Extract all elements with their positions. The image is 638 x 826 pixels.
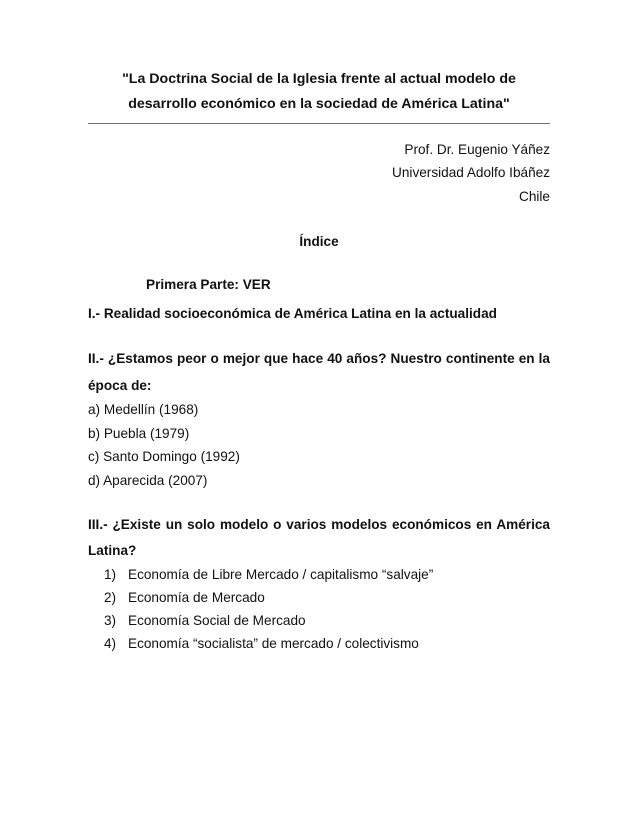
section-3-item-number: 3) (104, 613, 117, 628)
section-2-item: d) Aparecida (2007) (88, 473, 208, 488)
section-2-item: a) Medellín (1968) (88, 402, 199, 417)
section-2-heading-line-1: II.- ¿Estamos peor o mejor que hace 40 años? Nuestro continente en la (88, 351, 550, 366)
section-3-item (104, 588, 265, 608)
title-divider (88, 123, 550, 124)
document-title-line-1: "La Doctrina Social de la Iglesia frente al actual modelo de (122, 71, 516, 87)
section-3-item-text: Economía de Libre Mercado / capitalismo “salvaje” (128, 567, 434, 582)
author-institution: Universidad Adolfo Ibáñez (392, 165, 550, 180)
section-3-item-text: Economía “socialista” de mercado / colectivismo (128, 636, 419, 651)
section-3-item (104, 611, 306, 631)
index-heading: Índice (299, 234, 339, 249)
section-3-item-text: Economía de Mercado (128, 590, 265, 605)
section-2-item: c) Santo Domingo (1992) (88, 449, 240, 464)
section-3-item-number: 1) (104, 567, 117, 582)
document-title-line-2: desarrollo económico en la sociedad de América Latina" (128, 96, 510, 112)
part-heading: Primera Parte: VER (146, 277, 271, 292)
section-3-heading-line-2: Latina? (88, 543, 137, 558)
section-2-item: b) Puebla (1979) (88, 426, 190, 441)
section-3-item (104, 634, 419, 654)
section-3-item (104, 565, 433, 585)
section-1-heading: I.- Realidad socioeconómica de América Latina en la actualidad (88, 306, 497, 321)
author-name: Prof. Dr. Eugenio Yáñez (404, 142, 550, 157)
section-3-item-text: Economía Social de Mercado (128, 613, 306, 628)
section-3-heading-line-1: III.- ¿Existe un solo modelo o varios modelos económicos en América (88, 517, 550, 532)
section-3-item-number: 2) (104, 590, 117, 605)
section-2-heading-line-2: época de: (88, 378, 152, 393)
author-country: Chile (519, 189, 550, 204)
section-3-item-number: 4) (104, 636, 117, 651)
